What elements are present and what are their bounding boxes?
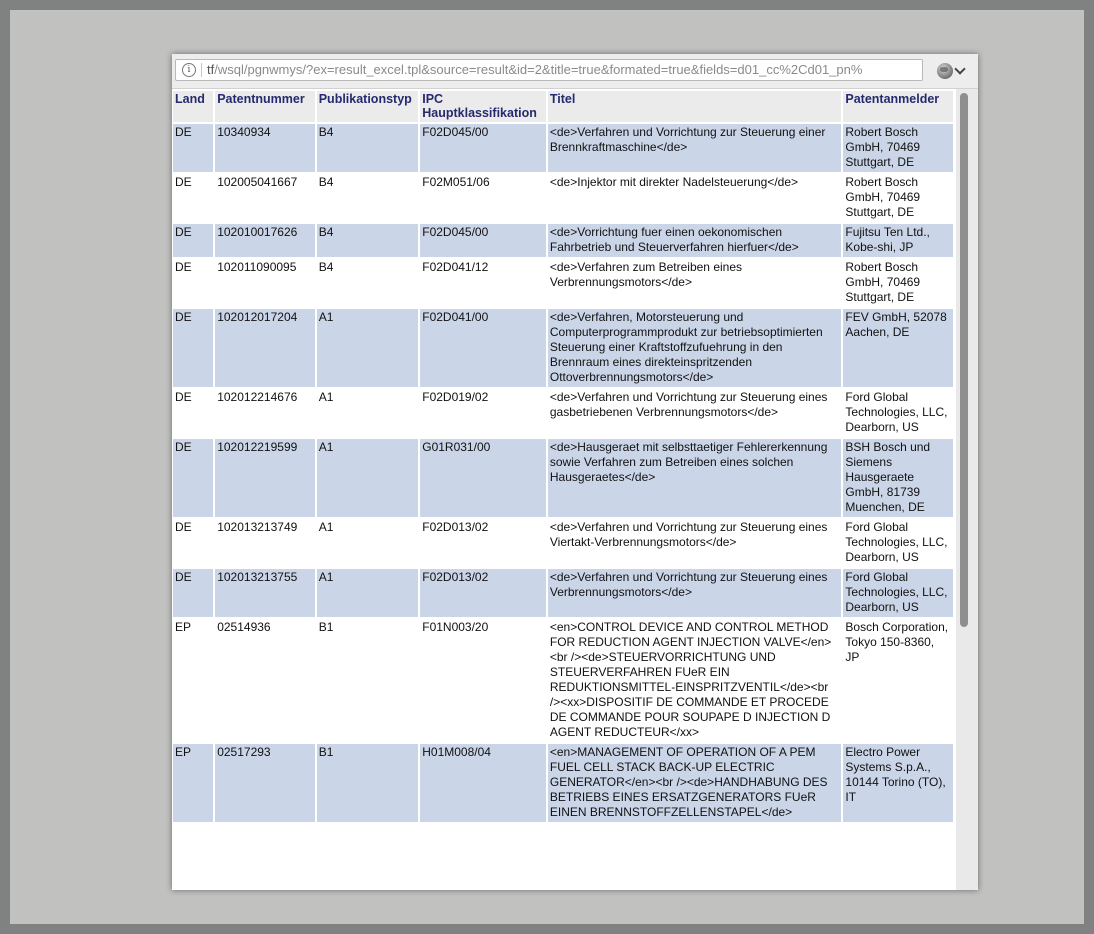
cell-patentnummer: 102012219599 [215, 439, 315, 517]
cell-land: DE [173, 174, 213, 222]
results-table [172, 89, 955, 824]
page-content [172, 89, 956, 890]
vertical-scrollbar[interactable] [956, 89, 978, 890]
cell-publikationstyp: A1 [317, 309, 419, 387]
cell-patentnummer: 102012017204 [215, 309, 315, 387]
cell-patentnummer: 102013213749 [215, 519, 315, 567]
cell-ipc: F02D013/02 [420, 519, 546, 567]
cell-patentanmelder: Electro Power Systems S.p.A., 10144 Torino (TO), IT [843, 744, 953, 822]
header-land[interactable]: Land [173, 91, 213, 122]
url-text[interactable] [207, 60, 922, 80]
cell-publikationstyp: A1 [317, 519, 419, 567]
url-path: /wsql/pgnwmys/?ex=result_excel.tpl&source=result&id=2&title=true&formated=true&fields=d01_cc%2Cd01_pn% [214, 62, 863, 77]
table-row [173, 309, 953, 387]
cell-land: DE [173, 389, 213, 437]
cell-ipc: F02D045/00 [420, 224, 546, 257]
cell-patentanmelder: Ford Global Technologies, LLC, Dearborn, US [843, 569, 953, 617]
table-row [173, 744, 953, 822]
cell-land: DE [173, 439, 213, 517]
cell-publikationstyp: A1 [317, 569, 419, 617]
cell-publikationstyp: B4 [317, 259, 419, 307]
cell-patentanmelder: Fujitsu Ten Ltd., Kobe-shi, JP [843, 224, 953, 257]
table-row [173, 619, 953, 742]
cell-publikationstyp: B1 [317, 744, 419, 822]
chevron-down-icon [954, 63, 965, 74]
cell-titel: <de>Verfahren und Vorrichtung zur Steuerung eines gasbetriebenen Verbrennungsmotors</de> [548, 389, 842, 437]
table-row [173, 569, 953, 617]
cell-publikationstyp: A1 [317, 439, 419, 517]
header-patentanmelder[interactable]: Patentanmelder [843, 91, 953, 122]
cell-patentanmelder: Bosch Corporation, Tokyo 150-8360, JP [843, 619, 953, 742]
cell-ipc: G01R031/00 [420, 439, 546, 517]
desktop-background [10, 10, 1084, 924]
cell-patentanmelder: FEV GmbH, 52078 Aachen, DE [843, 309, 953, 387]
header-ipc[interactable]: IPC Hauptklassifikation [420, 91, 546, 122]
cell-publikationstyp: B1 [317, 619, 419, 742]
table-row [173, 519, 953, 567]
cell-ipc: F02M051/06 [420, 174, 546, 222]
header-patentnummer[interactable]: Patentnummer [215, 91, 315, 122]
cell-titel: <de>Vorrichtung fuer einen oekonomischen Fahrbetrieb und Steuerverfahren hierfuer</de> [548, 224, 842, 257]
cell-patentanmelder: Robert Bosch GmbH, 70469 Stuttgart, DE [843, 259, 953, 307]
cell-patentnummer: 102013213755 [215, 569, 315, 617]
cell-publikationstyp: A1 [317, 389, 419, 437]
cell-titel: <de>Verfahren, Motorsteuerung und Computerprogrammprodukt zur betriebsoptimierten Steuerung einer Kraftstoffzufuehrung in den Brennraum eines direkteinspritzenden Ottoverbrennungsmotors</de> [548, 309, 842, 387]
url-input[interactable] [175, 59, 923, 81]
cell-patentanmelder: Robert Bosch GmbH, 70469 Stuttgart, DE [843, 174, 953, 222]
address-bar [172, 54, 978, 89]
cell-ipc: F01N003/20 [420, 619, 546, 742]
header-titel[interactable]: Titel [548, 91, 842, 122]
table-row [173, 224, 953, 257]
cell-land: DE [173, 569, 213, 617]
cell-land: DE [173, 224, 213, 257]
cell-titel: <de>Verfahren und Vorrichtung zur Steuerung eines Verbrennungsmotors</de> [548, 569, 842, 617]
cell-patentanmelder: Robert Bosch GmbH, 70469 Stuttgart, DE [843, 124, 953, 172]
cell-titel: <en>MANAGEMENT OF OPERATION OF A PEM FUEL CELL STACK BACK-UP ELECTRIC GENERATOR</en><br /><de>HANDHABUNG DES BETRIEBS EINES ERSATZGENERATORS FUeR EINEN BRENNSTOFFZELLENSTAPEL</de> [548, 744, 842, 822]
cell-titel: <de>Injektor mit direkter Nadelsteuerung</de> [548, 174, 842, 222]
cell-land: DE [173, 259, 213, 307]
info-icon[interactable]: i [182, 63, 196, 77]
cell-patentanmelder: Ford Global Technologies, LLC, Dearborn, US [843, 519, 953, 567]
cell-patentnummer: 102010017626 [215, 224, 315, 257]
table-row [173, 439, 953, 517]
header-row [173, 91, 953, 122]
cell-publikationstyp: B4 [317, 224, 419, 257]
cell-ipc: F02D041/12 [420, 259, 546, 307]
cell-titel: <de>Verfahren und Vorrichtung zur Steuerung einer Brennkraftmaschine</de> [548, 124, 842, 172]
site-menu-button[interactable] [934, 61, 970, 81]
cell-patentnummer: 102012214676 [215, 389, 315, 437]
cell-patentanmelder: BSH Bosch und Siemens Hausgeraete GmbH, 81739 Muenchen, DE [843, 439, 953, 517]
cell-land: EP [173, 744, 213, 822]
table-row [173, 124, 953, 172]
url-separator [201, 63, 202, 77]
cell-land: DE [173, 309, 213, 387]
cell-titel: <en>CONTROL DEVICE AND CONTROL METHOD FOR REDUCTION AGENT INJECTION VALVE</en><br /><de>STEUERVORRICHTUNG UND STEUERVERFAHREN FUeR EIN REDUKTIONSMITTEL-EINSPRITZVENTIL</de><br /><xx>DISPOSITIF DE COMMANDE ET PROCEDE DE COMMANDE POUR SOUPAPE D INJECTION D AGENT REDUCTEUR</xx> [548, 619, 842, 742]
table-row [173, 174, 953, 222]
cell-titel: <de>Verfahren und Vorrichtung zur Steuerung eines Viertakt-Verbrennungsmotors</de> [548, 519, 842, 567]
cell-land: DE [173, 519, 213, 567]
cell-land: EP [173, 619, 213, 742]
cell-patentnummer: 02514936 [215, 619, 315, 742]
cell-patentnummer: 102011090095 [215, 259, 315, 307]
url-host: tf [207, 62, 215, 77]
cell-ipc: F02D019/02 [420, 389, 546, 437]
cell-patentnummer: 10340934 [215, 124, 315, 172]
cell-titel: <de>Verfahren zum Betreiben eines Verbrennungsmotors</de> [548, 259, 842, 307]
header-publikationstyp[interactable]: Publikationstyp [317, 91, 419, 122]
browser-window [172, 54, 978, 890]
cell-ipc: H01M008/04 [420, 744, 546, 822]
cell-ipc: F02D013/02 [420, 569, 546, 617]
globe-icon [937, 63, 953, 79]
cell-patentnummer: 02517293 [215, 744, 315, 822]
table-row [173, 259, 953, 307]
cell-ipc: F02D045/00 [420, 124, 546, 172]
table-row [173, 389, 953, 437]
cell-publikationstyp: B4 [317, 124, 419, 172]
cell-ipc: F02D041/00 [420, 309, 546, 387]
cell-patentanmelder: Ford Global Technologies, LLC, Dearborn, US [843, 389, 953, 437]
cell-titel: <de>Hausgeraet mit selbsttaetiger Fehlererkennung sowie Verfahren zum Betreiben eines solchen Hausgeraetes</de> [548, 439, 842, 517]
cell-publikationstyp: B4 [317, 174, 419, 222]
cell-patentnummer: 102005041667 [215, 174, 315, 222]
scrollbar-thumb[interactable] [960, 93, 968, 627]
cell-land: DE [173, 124, 213, 172]
